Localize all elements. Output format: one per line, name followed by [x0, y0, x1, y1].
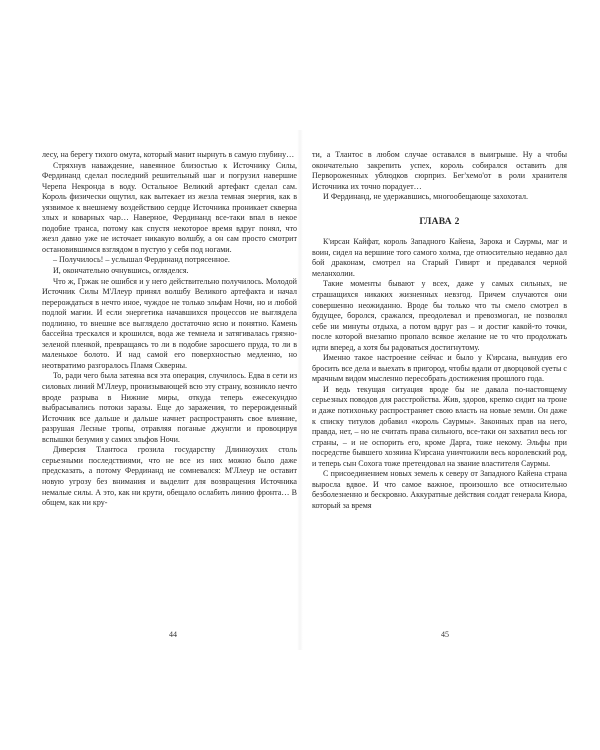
paragraph: И ведь текущая ситуация вроде бы не давала по-настоящему серьезных поводов для расстройства. Жив, здоров, крепко сидит на троне и даже потихоньку распространяет свою власть на новые земли. Он даже к списку титулов добавил «король Саурмы». Законных прав на него, правда, нет, – но не считать права сильного, все-таки он захватил весь юг страны, – и не оспорить его, кроме Дарга, тоже некому. Эльфы при посредстве бывшего хозяина К'ирсана уничтожили весь королевский род, и теперь сын Сохога тоже претендовал на звание властителя Саурмы. [312, 384, 567, 468]
right-page [312, 150, 567, 610]
left-page [42, 150, 297, 610]
paragraph: То, ради чего была затеяна вся эта операция, случилось. Едва в сети из силовых линий М'Ллеур, пронизывающей всю эту страну, возникло нечто вроде разрыва в Нижние миры, откуда теперь ежесекундно выбрасывались потоки заразы. Еще до заражения, то перерожденный Источник все дальше и дальше начнет распространять свое влияние, разрушая Лесные тропы, отравляя поганые джунгли и провоцируя вспышки безумия у самих эльфов Ночи. [42, 371, 297, 444]
paragraph: Диверсия Тлантоса грозила государству Длинноухих столь серьезными последствиями, что не все из них можно было даже предсказать, а потому Фердинанд не сомневался: М'Ллеур не оставит новую угрозу без внимания и выделит для возвращения Источника немалые силы. А это, как ни крути, обещало ослабить линию фронта… В общем, как ни кру- [42, 445, 297, 508]
paragraph: лесу, на берегу тихого омута, который манит нырнуть в самую глубину… [42, 150, 295, 159]
chapter-1-ending [312, 150, 567, 203]
book-gutter [297, 130, 303, 650]
paragraph: К'ирсан Кайфат, король Западного Кайена, Зарока и Саурмы, маг и воин, сидел на вершине того самого холма, где относительно недавно дал бой драконам, смотрел на Старый Гивирт и предавался черной меланхолии. [312, 237, 567, 278]
paragraph: Что ж, Гржак не ошибся и у него действительно получилось. Молодой Источник Силы М'Ллеур принял волшбу Великого артефакта и начал перерождаться в нечто иное, чуждое не только эльфам Ночи, но и любой подлой магии. И если энергетика начавшихся процессов не выглядела подлинно, то внешне все выглядело достаточно ясно и понятно. Камень бассейна трескался и крошился, вода же темнела и затягивалась грязно-зеленой пленкой, превращаясь то ли в подобие заросшего пруда, то ли в маленькое болото. И над самой его поверхностью медленно, но неотвратимо разгоралось Пламя Скверны. [42, 276, 297, 370]
paragraph: Именно такое настроение сейчас и было у К'ирсана, вынудив его бросить все дела и выехать в пригород, чтобы вдали от дворцовой суеты с мрачным видом мысленно пересобрать достижения прошлого года. [312, 353, 567, 384]
paragraph: ти, а Тлантос в любом случае оставался в выигрыше. Ну а чтобы окончательно закрепить успех, король собирался оставить для Первороженных ублюдков сюрприз. Бег'хемо'от в роли хранителя Источника их точно порадует… [312, 150, 567, 191]
page-number-left: 44 [169, 630, 177, 639]
paragraph: – Получилось! – услышал Фердинанд потрясенное. [53, 255, 230, 265]
paragraph: С присоединением новых земель к северу от Западного Кайена страна выросла вдвое. И что самое важное, произошло все относительно безболезненно и бескровно. Аккуратные действия солдат генерала Киора, который за время [312, 469, 567, 510]
page-number-right: 45 [441, 630, 449, 639]
paragraph: Такие моменты бывают у всех, даже у самых сильных, не страшащихся никаких жизненных невзгод. Причем случаются они совершенно неожиданно. Вроде бы только что ты смело смотрел в будущее, боролся, сражался, преодолевал и превозмогал, не позволял себе ни минуты отдыха, а потом вдруг раз – и достиг какой-то точки, после которой внезапно пропало всякое желание не то что продолжать идти вперед, а хотя бы радоваться достигнутому. [312, 279, 567, 352]
chapter-title: ГЛАВА 2 [419, 216, 460, 227]
paragraph: Стряхнув наваждение, навеянное близостью к Источнику Силы, Фердинанд сделал последний решительный шаг и погрузил навершие Черепа Некронда в воду. Остальное Великий артефакт сделал сам. Король физически ощутил, как вытекает из жезла темная энергия, как в уязвимое к внешнему воздействию сердце Источника проникает скверна злых и коварных чар… Наверное, Фердинанд все-таки впал в некое подобие транса, потому как спустя некоторое время вдруг понял, что жезл давно уже не источает никакую волшбу, а он сам просто смотрит остановившимся взглядом в пустую у себя под ногами. [42, 160, 297, 254]
chapter-2-text [312, 237, 567, 511]
paragraph: И Фердинанд, не удержавшись, многообещающе захохотал. [323, 192, 529, 202]
paragraph: И, окончательно очнувшись, огляделся. [53, 266, 189, 276]
